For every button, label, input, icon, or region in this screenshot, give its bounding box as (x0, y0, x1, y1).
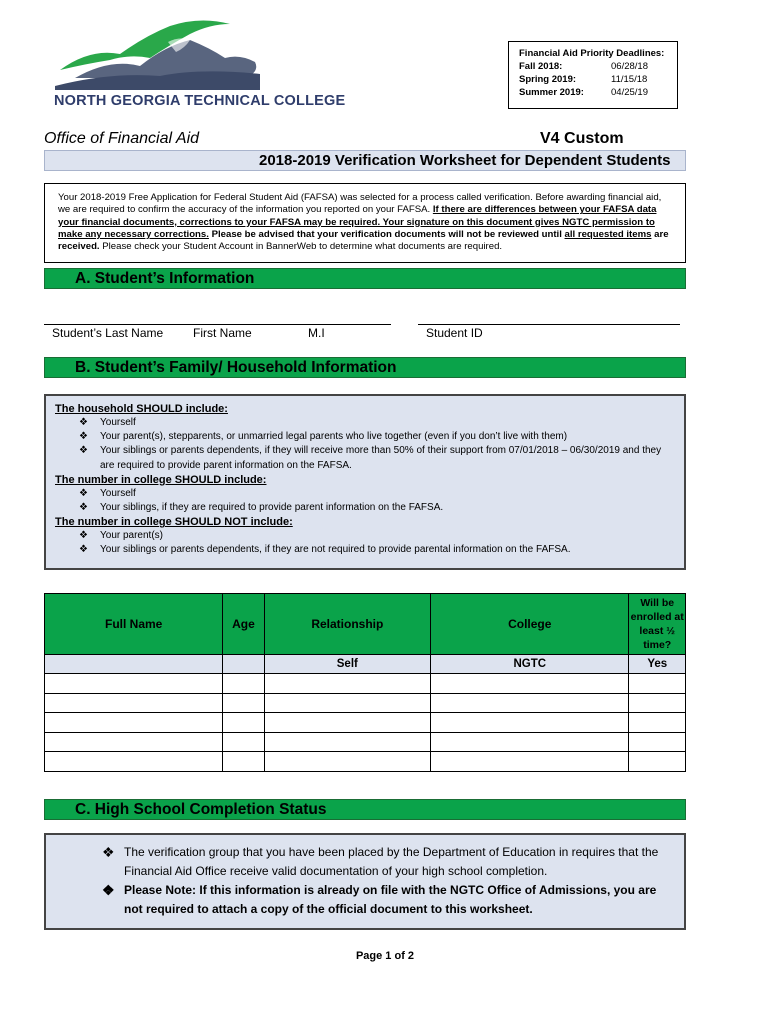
deadline-term: Spring 2019: (519, 74, 577, 85)
table-row (45, 693, 686, 713)
mountain-logo-icon (50, 18, 280, 94)
list-item (55, 444, 676, 472)
table-row (45, 732, 686, 752)
table-cell[interactable] (431, 713, 629, 733)
worksheet-title: 2018-2019 Verification Worksheet for Dependent Students (259, 152, 671, 169)
list-item (55, 416, 676, 430)
table-row (45, 655, 686, 674)
section-b-title: B. Student’s Family/ Household Information (75, 359, 397, 376)
deadline-row (519, 73, 677, 86)
list-item-text: Your siblings or parents dependents, if they will receive more than 50% of their support from 07/01/2018 – 06/30/2019 and they are required to provide parent information on the FAFSA. (100, 445, 662, 471)
intro-differences-text: If there are differences between your FAFSA data your financial documents, corrections to your FAFSA may be required. Your signature on this document gives NGTC permission to make any necessary corrections. (58, 204, 657, 240)
table-cell[interactable] (45, 752, 223, 772)
list-item-text: Yourself (100, 417, 136, 428)
family-table (44, 593, 686, 772)
intro-advised-text: Please be advised that your verification documents will not be reviewed until (208, 228, 565, 240)
table-cell[interactable] (45, 713, 223, 733)
last-name-label: Student’s Last Name (52, 326, 164, 340)
diamond-bullet-icon: ❖ (102, 844, 115, 860)
list-item (55, 529, 676, 543)
table-cell[interactable] (45, 693, 223, 713)
college-logo (50, 18, 346, 110)
high-school-box (44, 833, 686, 930)
diamond-bullet-icon: ❖ (79, 417, 88, 428)
mi-label: M.I (308, 326, 325, 340)
relationship-cell: Self (264, 655, 431, 674)
intro-check-account-text: Please check your Student Account in BannerWeb to determine what documents are required. (99, 241, 503, 253)
hs-note-text: Please Note: If this information is already on file with the NGTC Office of Admissions, you are not required to attach a copy of the official document to this worksheet. (124, 883, 657, 916)
table-header-row (45, 594, 686, 655)
age-header: Age (223, 594, 264, 655)
diamond-bullet-icon: ❖ (102, 882, 115, 898)
first-name-label: First Name (193, 326, 252, 340)
list-item-text: Your siblings, if they are required to provide parent information on the FAFSA. (100, 502, 444, 514)
section-c-title: C. High School Completion Status (75, 801, 327, 818)
diamond-bullet-icon: ❖ (79, 487, 88, 499)
diamond-bullet-icon: ❖ (79, 445, 88, 457)
page-number: Page 1 of 2 (355, 950, 415, 962)
college-header: College (431, 594, 629, 655)
custom-title: V4 Custom (540, 130, 624, 147)
age-cell[interactable] (223, 655, 264, 674)
deadlines-box (508, 41, 678, 109)
enrolled-cell: Yes (629, 655, 686, 674)
diamond-bullet-icon: ❖ (79, 431, 88, 443)
college-should-include-heading: The number in college SHOULD include: (55, 473, 267, 486)
table-cell[interactable] (264, 674, 431, 694)
deadline-term: Fall 2018: (519, 61, 563, 72)
table-cell[interactable] (629, 752, 686, 772)
college-should-not-include-heading: The number in college SHOULD NOT include: (55, 516, 293, 529)
deadline-date: 11/15/18 (611, 74, 648, 85)
deadline-row (519, 86, 677, 99)
student-id-label: Student ID (426, 326, 483, 340)
relationship-header: Relationship (264, 594, 431, 655)
table-cell[interactable] (629, 732, 686, 752)
deadline-row (519, 60, 677, 73)
office-title: Office of Financial Aid (44, 130, 200, 147)
list-item (55, 487, 676, 501)
table-cell[interactable] (223, 693, 264, 713)
list-item (102, 843, 674, 881)
table-cell[interactable] (629, 713, 686, 733)
deadline-term: Summer 2019: (519, 87, 584, 98)
table-cell[interactable] (431, 752, 629, 772)
full-name-cell[interactable] (45, 655, 223, 674)
deadline-date: 06/28/18 (611, 61, 648, 72)
college-name: NORTH GEORGIA TECHNICAL COLLEGE (54, 93, 346, 109)
list-item-text: Your parent(s) (100, 530, 163, 542)
table-cell[interactable] (223, 732, 264, 752)
list-item (55, 430, 676, 444)
list-item-text: Your parent(s), stepparents, or unmarried legal parents who live together (even if you don’t live with them) (100, 431, 568, 443)
worksheet-title-bar (44, 150, 686, 171)
intro-received-text: are received. (58, 228, 669, 253)
household-info-box (44, 394, 686, 570)
table-cell[interactable] (264, 732, 431, 752)
table-row (45, 752, 686, 772)
intro-text: Your 2018-2019 Free Application for Federal Student Aid (FAFSA) was selected for a process called verification. Before awarding financial aid, we are required to confirm the accuracy of the information you reported on your FAFSA. (58, 192, 662, 216)
section-a-header (44, 268, 686, 289)
table-cell[interactable] (431, 732, 629, 752)
list-item (55, 543, 676, 557)
table-cell[interactable] (629, 674, 686, 694)
table-cell[interactable] (45, 674, 223, 694)
enrolled-header: Will be enrolled at least ½ time? (629, 594, 686, 655)
table-cell[interactable] (629, 693, 686, 713)
intro-requested-items: all requested items (564, 228, 652, 240)
list-item (55, 501, 676, 515)
section-b-header (44, 357, 686, 378)
table-cell[interactable] (264, 693, 431, 713)
diamond-bullet-icon: ❖ (79, 544, 88, 556)
household-should-include-heading: The household SHOULD include: (55, 403, 228, 415)
list-item-text: Yourself (100, 487, 136, 499)
table-row (45, 674, 686, 694)
hs-requirement-text: The verification group that you have been placed by the Department of Education in requires that the Financial Aid Office receive valid documentation of your high school completion. (124, 845, 659, 878)
table-cell[interactable] (264, 713, 431, 733)
list-item-text: Your siblings or parents dependents, if they are not required to provide parental information on the FAFSA. (100, 544, 571, 556)
table-cell[interactable] (431, 693, 629, 713)
table-row (45, 713, 686, 733)
table-cell[interactable] (223, 674, 264, 694)
section-c-header (44, 799, 686, 820)
table-cell[interactable] (223, 713, 264, 733)
diamond-bullet-icon: ❖ (79, 530, 88, 542)
section-a-title: A. Student’s Information (75, 270, 255, 287)
student-id-line[interactable] (418, 324, 680, 325)
deadline-date: 04/25/19 (611, 87, 648, 98)
deadlines-title: Financial Aid Priority Deadlines: (519, 48, 665, 59)
table-cell[interactable] (264, 752, 431, 772)
diamond-bullet-icon: ❖ (79, 502, 88, 514)
table-cell[interactable] (431, 674, 629, 694)
list-item (102, 881, 674, 919)
table-cell[interactable] (45, 732, 223, 752)
student-name-line[interactable] (44, 324, 391, 325)
table-cell[interactable] (223, 752, 264, 772)
intro-box (44, 183, 686, 263)
full-name-header: Full Name (45, 594, 223, 655)
college-cell: NGTC (431, 655, 629, 674)
